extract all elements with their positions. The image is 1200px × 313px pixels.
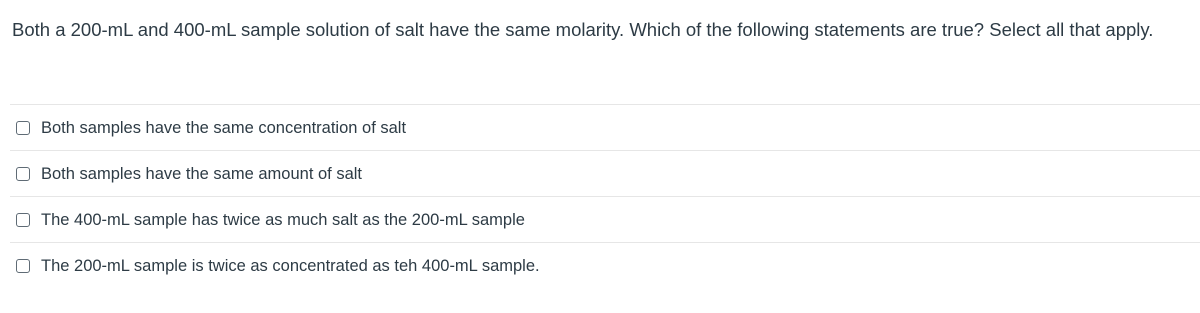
- answer-checkbox-2[interactable]: [16, 167, 30, 181]
- answer-checkbox-1[interactable]: [16, 121, 30, 135]
- answer-option-3[interactable]: [10, 196, 1200, 242]
- answer-label-3: The 400-mL sample has twice as much salt as the 200-mL sample: [41, 210, 525, 229]
- answer-checkbox-3[interactable]: [16, 213, 30, 227]
- question-text: Both a 200-mL and 400-mL sample solution of salt have the same molarity. Which of the following statements are true? Select all that apply.: [12, 19, 1154, 40]
- answer-label-1: Both samples have the same concentration of salt: [41, 118, 407, 137]
- answer-option-1[interactable]: [10, 104, 1200, 150]
- answer-list: [10, 104, 1200, 288]
- answer-label-2: Both samples have the same amount of salt: [41, 164, 363, 183]
- answer-option-4[interactable]: [10, 242, 1200, 288]
- answer-label-4: The 200-mL sample is twice as concentrated as teh 400-mL sample.: [41, 256, 540, 275]
- answer-checkbox-4[interactable]: [16, 259, 30, 273]
- answer-option-2[interactable]: [10, 150, 1200, 196]
